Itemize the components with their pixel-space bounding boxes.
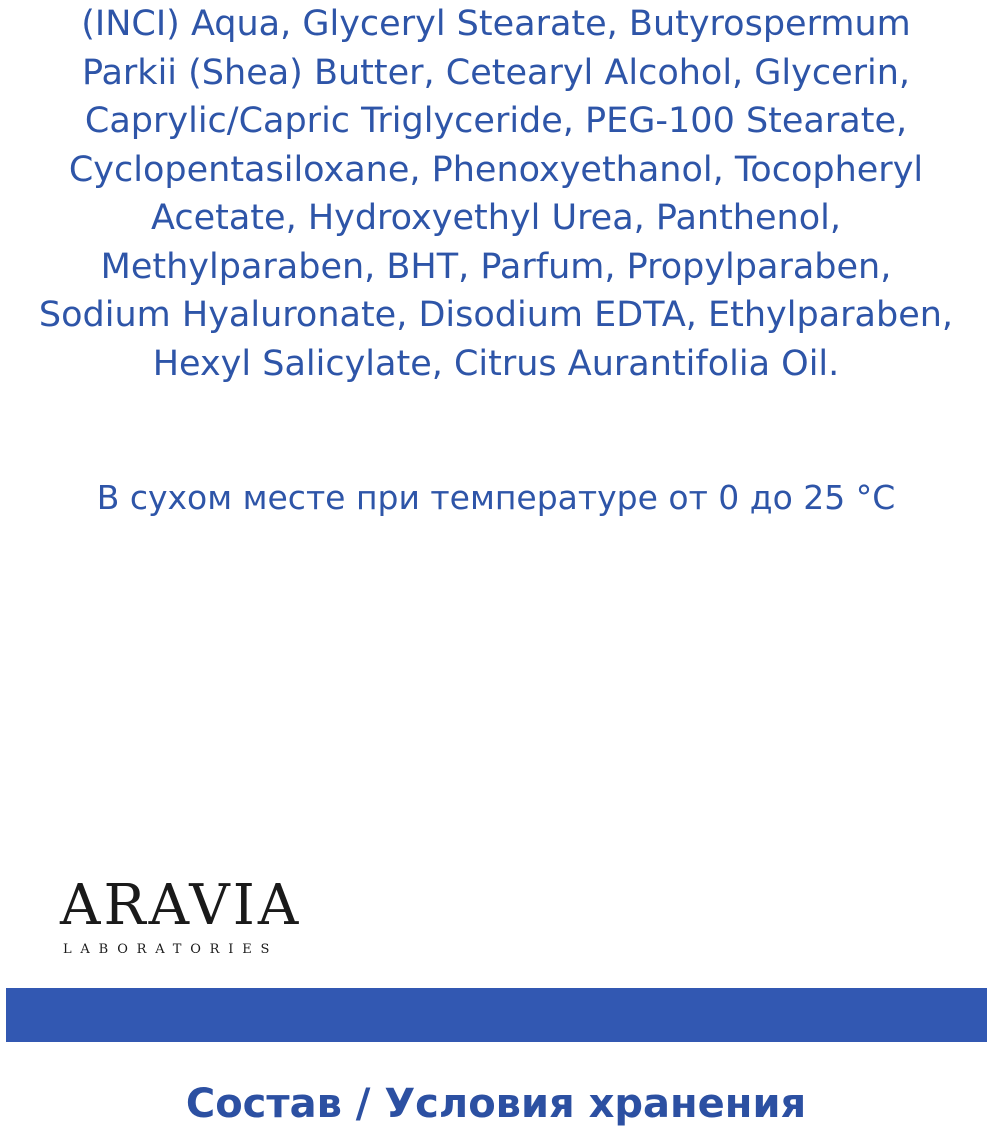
ingredients-line: Caprylic/Capric Triglyceride, PEG-100 Stearate, xyxy=(84,101,908,141)
ingredients-line: Cyclopentasiloxane, Phenoxyethanol, Tocopheryl xyxy=(68,149,924,190)
ingredients-line: Acetate, Hydroxyethyl Urea, Panthenol, xyxy=(151,198,841,238)
brand-name: ARAVIA xyxy=(60,873,302,938)
brand-logo xyxy=(60,874,340,960)
ingredients-line: Hexyl Salicylate, Citrus Aurantifolia Oil. xyxy=(152,343,840,384)
accent-bar xyxy=(6,988,987,1042)
brand-subtitle: LABORATORIES xyxy=(63,942,279,957)
ingredients-line: Methylparaben, BHT, Parfum, Propylparaben, xyxy=(100,246,892,287)
ingredients-list xyxy=(0,0,992,388)
section-title: Состав / Условия хранения xyxy=(185,1081,807,1127)
ingredients-line: (INCI) Aqua, Glyceryl Stearate, Butyrospermum xyxy=(81,4,911,44)
ingredients-line: Sodium Hyaluronate, Disodium EDTA, Ethylparaben, xyxy=(38,295,954,335)
storage-conditions: В сухом месте при температуре от 0 до 25 °C xyxy=(96,478,896,517)
ingredients-line: Parkii (Shea) Butter, Cetearyl Alcohol, Glycerin, xyxy=(81,52,911,93)
